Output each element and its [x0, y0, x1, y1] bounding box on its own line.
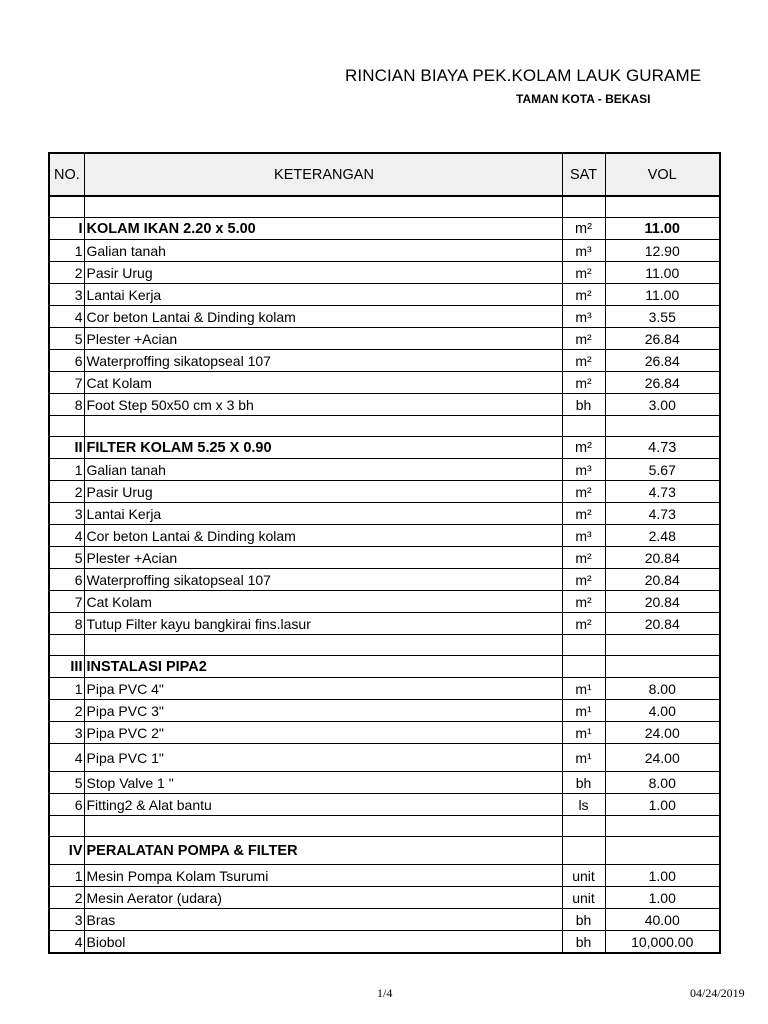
section-row	[49, 437, 720, 459]
table-row	[49, 887, 720, 909]
cell-sat: bh	[562, 394, 605, 416]
cell-no: 8	[49, 394, 84, 416]
print-date: 04/24/2019	[690, 986, 745, 1000]
cell-vol	[605, 656, 720, 678]
cell-no: I	[49, 218, 84, 240]
cell-vol: 11.00	[605, 218, 720, 240]
cell-keterangan: Cat Kolam	[84, 591, 562, 613]
cell-vol: 4.73	[605, 437, 720, 459]
cell-vol	[605, 196, 720, 218]
table-row	[49, 459, 720, 481]
cell-keterangan: Stop Valve 1 "	[84, 772, 562, 794]
page-number: 1/4	[377, 986, 393, 1000]
table-row	[49, 240, 720, 262]
cell-vol: 10,000.00	[605, 931, 720, 954]
cell-no	[49, 816, 84, 837]
table-row	[49, 613, 720, 635]
cell-vol: 26.84	[605, 372, 720, 394]
cell-sat: bh	[562, 909, 605, 931]
table-row	[49, 931, 720, 954]
cell-vol: 1.00	[605, 794, 720, 816]
cell-keterangan: Lantai Kerja	[84, 503, 562, 525]
cell-sat: m²	[562, 284, 605, 306]
cell-no: 5	[49, 328, 84, 350]
cost-breakdown-table	[48, 152, 721, 954]
cell-keterangan: Cor beton Lantai & Dinding kolam	[84, 525, 562, 547]
cell-sat: m¹	[562, 722, 605, 744]
cell-vol: 26.84	[605, 350, 720, 372]
cell-no: 7	[49, 591, 84, 613]
cell-no: 1	[49, 678, 84, 700]
cell-vol: 20.84	[605, 547, 720, 569]
table-row	[49, 569, 720, 591]
cell-keterangan	[84, 416, 562, 437]
cell-keterangan	[84, 196, 562, 218]
table-row	[49, 328, 720, 350]
cell-keterangan: PERALATAN POMPA & FILTER	[84, 837, 562, 865]
cell-sat: m²	[562, 372, 605, 394]
cell-no: 4	[49, 525, 84, 547]
cell-vol: 1.00	[605, 865, 720, 887]
cell-no: 3	[49, 722, 84, 744]
cell-no: 1	[49, 865, 84, 887]
cell-keterangan: Waterproffing sikatopseal 107	[84, 350, 562, 372]
cell-no: 4	[49, 931, 84, 954]
cell-no: 2	[49, 700, 84, 722]
table-row	[49, 591, 720, 613]
table-row	[49, 262, 720, 284]
cell-sat: m²	[562, 437, 605, 459]
cell-keterangan: Lantai Kerja	[84, 284, 562, 306]
cell-no	[49, 635, 84, 656]
cell-no: 3	[49, 284, 84, 306]
table-row	[49, 394, 720, 416]
cell-sat: m³	[562, 459, 605, 481]
cell-no: 4	[49, 744, 84, 772]
cell-no: 6	[49, 350, 84, 372]
blank-row	[49, 416, 720, 437]
document-title: RINCIAN BIAYA PEK.KOLAM LAUK GURAME	[345, 66, 702, 85]
cell-keterangan: Pasir Urug	[84, 262, 562, 284]
cell-sat: m²	[562, 569, 605, 591]
cell-keterangan: Cat Kolam	[84, 372, 562, 394]
table-row	[49, 794, 720, 816]
cell-no: 5	[49, 547, 84, 569]
cell-no: 4	[49, 306, 84, 328]
cell-sat: bh	[562, 931, 605, 954]
cell-keterangan: Bras	[84, 909, 562, 931]
cell-sat	[562, 635, 605, 656]
cell-vol: 8.00	[605, 678, 720, 700]
cell-vol: 11.00	[605, 284, 720, 306]
section-row	[49, 837, 720, 865]
table-row	[49, 350, 720, 372]
blank-row	[49, 196, 720, 218]
cell-sat: m¹	[562, 700, 605, 722]
cell-vol: 5.67	[605, 459, 720, 481]
table-row	[49, 284, 720, 306]
header-keterangan: KETERANGAN	[84, 153, 562, 196]
table-row	[49, 547, 720, 569]
header-sat: SAT	[562, 153, 605, 196]
cell-sat: bh	[562, 772, 605, 794]
header-no: NO.	[49, 153, 84, 196]
cell-no: 8	[49, 613, 84, 635]
cell-sat: m²	[562, 350, 605, 372]
cell-keterangan: Plester +Acian	[84, 328, 562, 350]
table-row	[49, 481, 720, 503]
cell-vol: 11.00	[605, 262, 720, 284]
cell-no: 2	[49, 887, 84, 909]
blank-row	[49, 635, 720, 656]
cell-sat	[562, 816, 605, 837]
cell-no: 5	[49, 772, 84, 794]
table-body	[49, 196, 720, 953]
cell-keterangan: Galian tanah	[84, 459, 562, 481]
cell-keterangan: Fitting2 & Alat bantu	[84, 794, 562, 816]
cell-keterangan	[84, 816, 562, 837]
cell-no: 1	[49, 459, 84, 481]
table-row	[49, 503, 720, 525]
cell-sat: unit	[562, 865, 605, 887]
cell-sat	[562, 416, 605, 437]
cell-keterangan: Galian tanah	[84, 240, 562, 262]
cell-sat: m¹	[562, 678, 605, 700]
cell-sat: m²	[562, 481, 605, 503]
cell-no: 3	[49, 503, 84, 525]
cell-sat	[562, 196, 605, 218]
table-row	[49, 772, 720, 794]
table-row	[49, 722, 720, 744]
cell-vol: 12.90	[605, 240, 720, 262]
cell-sat: m³	[562, 306, 605, 328]
cell-no: 2	[49, 481, 84, 503]
cell-sat: m³	[562, 525, 605, 547]
cell-vol: 40.00	[605, 909, 720, 931]
section-row	[49, 656, 720, 678]
cell-sat	[562, 837, 605, 865]
cell-no: 2	[49, 262, 84, 284]
cell-keterangan: Waterproffing sikatopseal 107	[84, 569, 562, 591]
table-row	[49, 372, 720, 394]
cell-vol: 8.00	[605, 772, 720, 794]
table-row	[49, 744, 720, 772]
cell-no: 1	[49, 240, 84, 262]
cell-vol: 2.48	[605, 525, 720, 547]
cell-vol: 24.00	[605, 744, 720, 772]
cell-vol: 3.55	[605, 306, 720, 328]
cell-no: 7	[49, 372, 84, 394]
cell-no: II	[49, 437, 84, 459]
cell-keterangan: Pipa PVC 3"	[84, 700, 562, 722]
table-row	[49, 909, 720, 931]
cell-vol	[605, 416, 720, 437]
cell-no	[49, 196, 84, 218]
table-header-row	[49, 153, 720, 196]
cell-keterangan: KOLAM IKAN 2.20 x 5.00	[84, 218, 562, 240]
cell-sat: ls	[562, 794, 605, 816]
cell-sat: m²	[562, 262, 605, 284]
cell-vol	[605, 816, 720, 837]
cell-keterangan: Pasir Urug	[84, 481, 562, 503]
cell-keterangan: Pipa PVC 2"	[84, 722, 562, 744]
cell-keterangan: Tutup Filter kayu bangkirai fins.lasur	[84, 613, 562, 635]
cell-sat: m²	[562, 218, 605, 240]
cell-vol: 26.84	[605, 328, 720, 350]
cell-keterangan: Mesin Pompa Kolam Tsurumi	[84, 865, 562, 887]
cell-keterangan: Plester +Acian	[84, 547, 562, 569]
cell-vol: 4.73	[605, 503, 720, 525]
cell-no: IV	[49, 837, 84, 865]
cell-vol: 3.00	[605, 394, 720, 416]
cell-sat: m²	[562, 591, 605, 613]
table-row	[49, 525, 720, 547]
document-subtitle: TAMAN KOTA - BEKASI	[516, 92, 651, 106]
cell-vol: 4.73	[605, 481, 720, 503]
cell-no: 3	[49, 909, 84, 931]
table-row	[49, 700, 720, 722]
cell-vol: 20.84	[605, 569, 720, 591]
cell-keterangan: INSTALASI PIPA2	[84, 656, 562, 678]
cell-keterangan: Biobol	[84, 931, 562, 954]
cell-no: 6	[49, 794, 84, 816]
cell-sat: m²	[562, 613, 605, 635]
cell-no	[49, 416, 84, 437]
cell-vol: 1.00	[605, 887, 720, 909]
cell-vol	[605, 837, 720, 865]
cell-keterangan: Mesin Aerator (udara)	[84, 887, 562, 909]
cell-keterangan: Pipa PVC 1"	[84, 744, 562, 772]
header-vol: VOL	[605, 153, 720, 196]
blank-row	[49, 816, 720, 837]
cell-sat: m¹	[562, 744, 605, 772]
cell-sat: m²	[562, 328, 605, 350]
cell-no: 6	[49, 569, 84, 591]
cell-sat: m³	[562, 240, 605, 262]
section-row	[49, 218, 720, 240]
cell-vol: 24.00	[605, 722, 720, 744]
table-row	[49, 306, 720, 328]
cell-no: III	[49, 656, 84, 678]
cell-sat: m²	[562, 547, 605, 569]
cell-vol: 20.84	[605, 591, 720, 613]
cell-keterangan: Cor beton Lantai & Dinding kolam	[84, 306, 562, 328]
cell-vol: 20.84	[605, 613, 720, 635]
cell-keterangan	[84, 635, 562, 656]
cell-keterangan: FILTER KOLAM 5.25 X 0.90	[84, 437, 562, 459]
cell-keterangan: Pipa PVC 4"	[84, 678, 562, 700]
table-row	[49, 865, 720, 887]
table-row	[49, 678, 720, 700]
cell-vol	[605, 635, 720, 656]
cell-keterangan: Foot Step 50x50 cm x 3 bh	[84, 394, 562, 416]
cell-sat: unit	[562, 887, 605, 909]
cell-sat	[562, 656, 605, 678]
cell-sat: m²	[562, 503, 605, 525]
cell-vol: 4.00	[605, 700, 720, 722]
